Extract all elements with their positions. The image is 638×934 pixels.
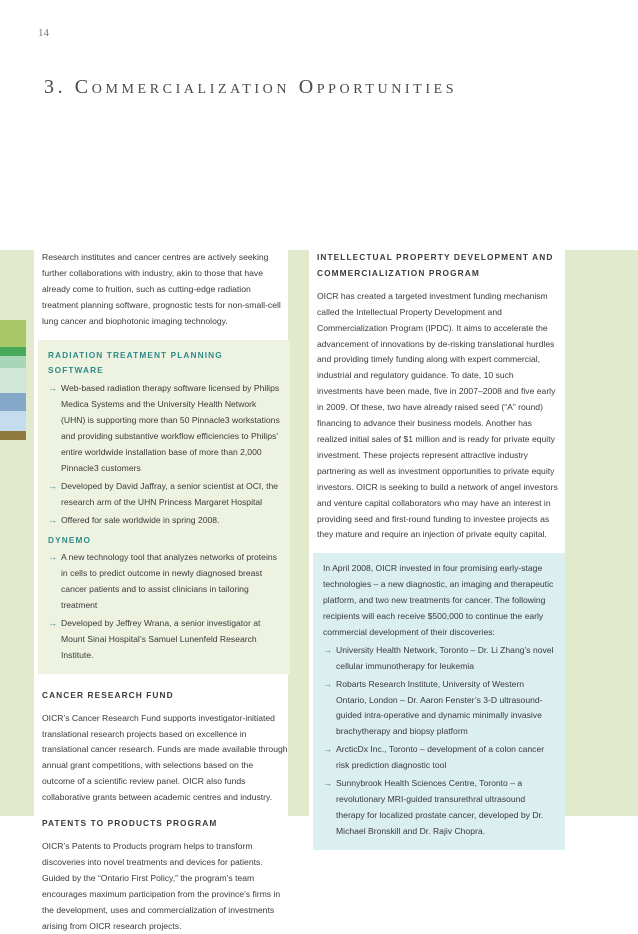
right-column: [317, 250, 561, 850]
patents-program-body: OICR’s Patents to Products program helps to transform discoveries into novel treatments and devices for patients. Guided by the “Ontario First Policy,” the program’s team encourages maximum participation from the province’s firms in the development, uses and commercialization of investments arising from OICR research projects.: [42, 841, 281, 931]
color-strip-brown: [0, 431, 26, 440]
highlight-box-left: [38, 340, 290, 674]
color-strip-sky: [0, 411, 26, 431]
arrow-icon: →: [48, 383, 57, 394]
list-item: → Robarts Research Institute, University of Western Ontario, London – Dr. Aaron Fenster’s 3-D ultrasound-guided intra-operative and dynamic minimally invasive brachytherapy and biopsy platform: [323, 678, 543, 737]
arrow-icon: →: [48, 552, 57, 563]
radiation-list: [48, 381, 280, 528]
list-item: → Developed by Jeffrey Wrana, a senior investigator at Mount Sinai Hospital’s Samuel Lunenfeld Research Institute.: [48, 618, 261, 660]
list-item: → Sunnybrook Health Sciences Centre, Toronto – a revolutionary MRI-guided transurethral ultrasound therapy for localized prostate cancer, developed by Dr. Michael Bronskill and Dr. Rajiv Chopra.: [323, 778, 544, 836]
arrow-icon: →: [323, 778, 332, 789]
left-column: [42, 250, 288, 934]
highlight-box-right: [313, 553, 565, 849]
list-item: → Developed by David Jaffray, a senior scientist at OCI, the research arm of the UHN Princess Margaret Hospital: [48, 480, 279, 507]
color-strip-blue: [0, 393, 26, 411]
color-strip-mint: [0, 356, 26, 368]
section-title: 3. Commercialization Opportunities: [44, 76, 458, 98]
arrow-icon: →: [48, 618, 57, 629]
arrow-icon: →: [323, 678, 332, 689]
ipdc-body: OICR has created a targeted investment funding mechanism called the Intellectual Property Development and Commercialization Program (IPDC). It aims to accelerate the advancement of innovations by de-risking translational hurdles and providing timely funding along with expert commercial, industrial and regulatory guidance. To date, 10 such investments have been made, five in 2007–2008 and five early in 2009. Of these, two have already raised seed (“A” round) financing to advance their business models. Another has realized initial sales of $1 million and is ready for private equity investment. These projects represent attractive industry partnering as well as investment opportunities to private equity investors. OICR is seeking to build a network of angel investors and venture capital collaborators who may have an interest in providing seed and first-round funding to investee projects as they mature and require an injection of private equity capital.: [317, 290, 558, 540]
color-strip-lime: [0, 320, 26, 347]
color-strip-green: [0, 347, 26, 356]
cancer-research-fund-body: OICR’s Cancer Research Fund supports investigator-initiated translational research projects based on excellence in translational cancer research. Funds are made available through annual grant competitions, with selections based on the outcome of a scientific review panel. OICR also funds collaborative grants between academic centres and industry.: [42, 712, 288, 803]
cancer-research-fund-header: CANCER RESEARCH FUND: [42, 689, 174, 700]
intro-paragraph: Research institutes and cancer centres are actively seeking further collaborations with industry, akin to those that have already come to fruition, such as cutting-edge radiation treatment planning software, prognostic tests for non-small-cell lung cancer and biophotonic imaging technology.: [42, 252, 281, 326]
radiation-software-header: RADIATION TREATMENT PLANNING SOFTWARE: [48, 349, 223, 376]
investment-intro: In April 2008, OICR invested in four promising early-stage technologies – a new diagnostic, an imaging and therapeutic platform, and two new treatments for cancer. The following recipients will each receive $500,000 to continue the early commercial development of their discoveries:: [323, 563, 554, 637]
arrow-icon: →: [323, 744, 332, 755]
recipients-list: [323, 643, 555, 840]
list-item: → ArcticDx Inc., Toronto – development of a colon cancer risk prediction diagnostic tool: [323, 744, 545, 771]
ipdc-header: INTELLECTUAL PROPERTY DEVELOPMENT AND COMMERCIALIZATION PROGRAM: [317, 252, 554, 278]
color-strip-pale: [0, 368, 26, 393]
patents-program-header: PATENTS TO PRODUCTS PROGRAM: [42, 818, 218, 829]
list-item: → University Health Network, Toronto – Dr. Li Zhang’s novel cellular immunotherapy for leukemia: [323, 644, 554, 671]
dynemo-header: DYNEMO: [48, 534, 92, 545]
arrow-icon: →: [48, 480, 57, 491]
page-number: 14: [38, 27, 49, 39]
dynemo-list: [48, 550, 280, 663]
arrow-icon: →: [323, 644, 332, 655]
arrow-icon: →: [48, 514, 57, 525]
list-item: → A new technology tool that analyzes networks of proteins in cells to predict outcome in newly diagnosed breast cancer patients and to assist clinicians in tailoring treatment: [48, 552, 277, 611]
list-item: → Offered for sale worldwide in spring 2008.: [48, 513, 280, 529]
list-item: → Web-based radiation therapy software licensed by Philips Medica Systems and the University Health Network (UHN) is supporting more than 50 Pinnacle3 workstations and providing substantive workflow efficiencies to Philips’ entire worldwide installation base of more than 2,000 Pinnacle3 customers: [48, 383, 280, 473]
